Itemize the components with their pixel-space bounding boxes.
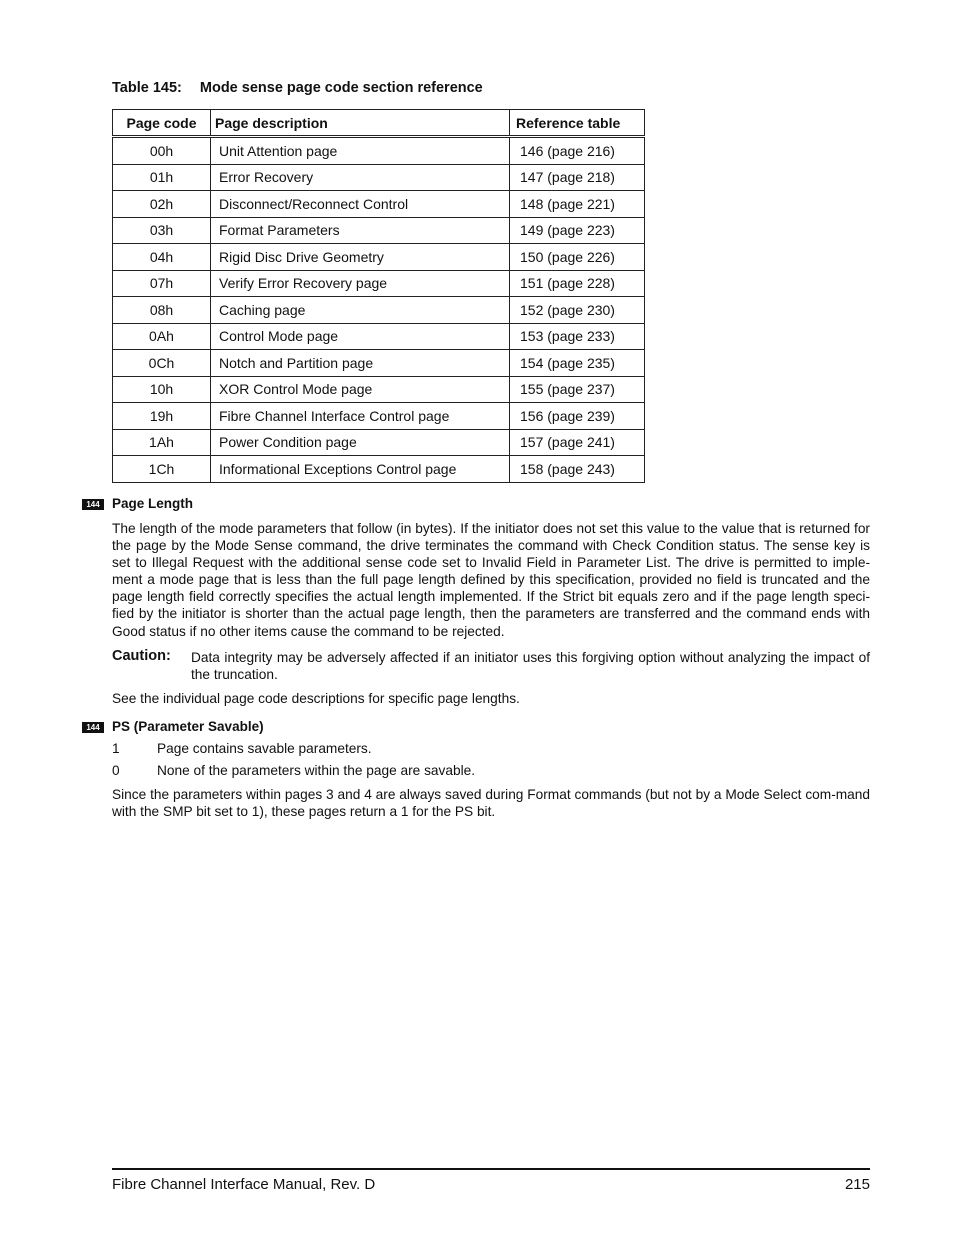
reference-badge: 144 xyxy=(82,499,104,510)
header-page-description: Page description xyxy=(211,110,510,137)
page-description-cell: Fibre Channel Interface Control page xyxy=(211,403,510,430)
footer-title: Fibre Channel Interface Manual, Rev. D xyxy=(112,1176,376,1193)
reference-table-cell: 154 (page 235) xyxy=(510,350,645,377)
page-code-cell: 03h xyxy=(113,217,211,244)
page-code-cell: 0Ah xyxy=(113,323,211,350)
reference-table-cell: 147 (page 218) xyxy=(510,164,645,191)
page-code-cell: 0Ch xyxy=(113,350,211,377)
page-code-cell: 02h xyxy=(113,191,211,218)
table-row xyxy=(113,403,645,430)
table-row xyxy=(113,429,645,456)
page-code-cell: 1Ch xyxy=(113,456,211,483)
page-description-cell: Verify Error Recovery page xyxy=(211,270,510,297)
page-description-cell: Power Condition page xyxy=(211,429,510,456)
page-description-cell: Informational Exceptions Control page xyxy=(211,456,510,483)
page-length-see-also: See the individual page code descriptions for specific page lengths. xyxy=(112,691,520,706)
table-title: Mode sense page code section reference xyxy=(199,80,483,96)
ps-value-0-text: None of the parameters within the page are savable. xyxy=(157,763,476,778)
header-reference-table: Reference table xyxy=(510,110,645,137)
ps-value-0: 0 xyxy=(112,763,120,778)
page-description-cell: XOR Control Mode page xyxy=(211,376,510,403)
table-row xyxy=(113,164,645,191)
page-description-cell: Control Mode page xyxy=(211,323,510,350)
table-row xyxy=(113,350,645,377)
page-description-cell: Caching page xyxy=(211,297,510,324)
ps-body: Since the parameters within pages 3 and 4 are always saved during Format commands (but not by a Mode Select com-mand with the SMP bit set to 1), these pages return a 1 for the PS bit. xyxy=(112,787,870,820)
table-row xyxy=(113,244,645,271)
page-description-cell: Format Parameters xyxy=(211,217,510,244)
page-length-heading: Page Length xyxy=(112,496,194,511)
page-code-cell: 10h xyxy=(113,376,211,403)
ps-value-1: 1 xyxy=(112,741,120,756)
table-header-row xyxy=(113,110,645,137)
table-row xyxy=(113,270,645,297)
page-code-cell: 19h xyxy=(113,403,211,430)
page-code-cell: 04h xyxy=(113,244,211,271)
header-page-code: Page code xyxy=(113,110,211,137)
table-row xyxy=(113,323,645,350)
page-code-cell: 01h xyxy=(113,164,211,191)
caution-text: Data integrity may be adversely affected if an initiator uses this forgiving option without analyzing the impact of the truncation. xyxy=(191,650,870,683)
page-code-cell: 1Ah xyxy=(113,429,211,456)
reference-badge: 144 xyxy=(82,722,104,733)
page-description-cell: Disconnect/Reconnect Control xyxy=(211,191,510,218)
caution-label: Caution: xyxy=(112,648,171,664)
page-code-cell: 07h xyxy=(113,270,211,297)
reference-table-cell: 150 (page 226) xyxy=(510,244,645,271)
table-row xyxy=(113,217,645,244)
page-description-cell: Notch and Partition page xyxy=(211,350,510,377)
page-description-cell: Error Recovery xyxy=(211,164,510,191)
page-code-cell: 08h xyxy=(113,297,211,324)
table-row xyxy=(113,297,645,324)
reference-table-cell: 152 (page 230) xyxy=(510,297,645,324)
reference-table-cell: 146 (page 216) xyxy=(510,137,645,165)
table-row xyxy=(113,137,645,165)
reference-table-cell: 149 (page 223) xyxy=(510,217,645,244)
page-code-cell: 00h xyxy=(113,137,211,165)
page-number: 215 xyxy=(844,1176,870,1193)
ps-heading: PS (Parameter Savable) xyxy=(112,719,264,734)
page-description-cell: Unit Attention page xyxy=(211,137,510,165)
page-code-reference-table xyxy=(112,109,645,483)
table-row xyxy=(113,376,645,403)
table-caption xyxy=(112,80,483,96)
table-body xyxy=(113,137,645,483)
page-length-body: The length of the mode parameters that follow (in bytes). If the initiator does not set this value to the value that is returned for the page by the Mode Sense command, the drive terminates the command with Check Condition status. The sense key is set to Illegal Request with the additional sense code set to Invalid Field in Parameter List. The drive is permitted to imple-ment a mode page that is less than the full page length defined by this specification, provided no field is truncated and the page length field correctly specifies the actual length implemented. If the Strict bit equals zero and if the page length speci-fied by the initiator is shorter than the actual page length, then the parameters are transferred and the command ends with Good status if no other items cause the command to be rejected. xyxy=(112,521,870,639)
page-description-cell: Rigid Disc Drive Geometry xyxy=(211,244,510,271)
reference-table-cell: 156 (page 239) xyxy=(510,403,645,430)
reference-table-cell: 153 (page 233) xyxy=(510,323,645,350)
reference-table-cell: 157 (page 241) xyxy=(510,429,645,456)
table-row xyxy=(113,191,645,218)
footer-rule xyxy=(112,1168,870,1170)
reference-table-cell: 148 (page 221) xyxy=(510,191,645,218)
reference-table-cell: 151 (page 228) xyxy=(510,270,645,297)
reference-table-cell: 158 (page 243) xyxy=(510,456,645,483)
reference-table-cell: 155 (page 237) xyxy=(510,376,645,403)
table-row xyxy=(113,456,645,483)
ps-value-1-text: Page contains savable parameters. xyxy=(157,741,372,756)
table-number: Table 145: xyxy=(112,80,182,96)
